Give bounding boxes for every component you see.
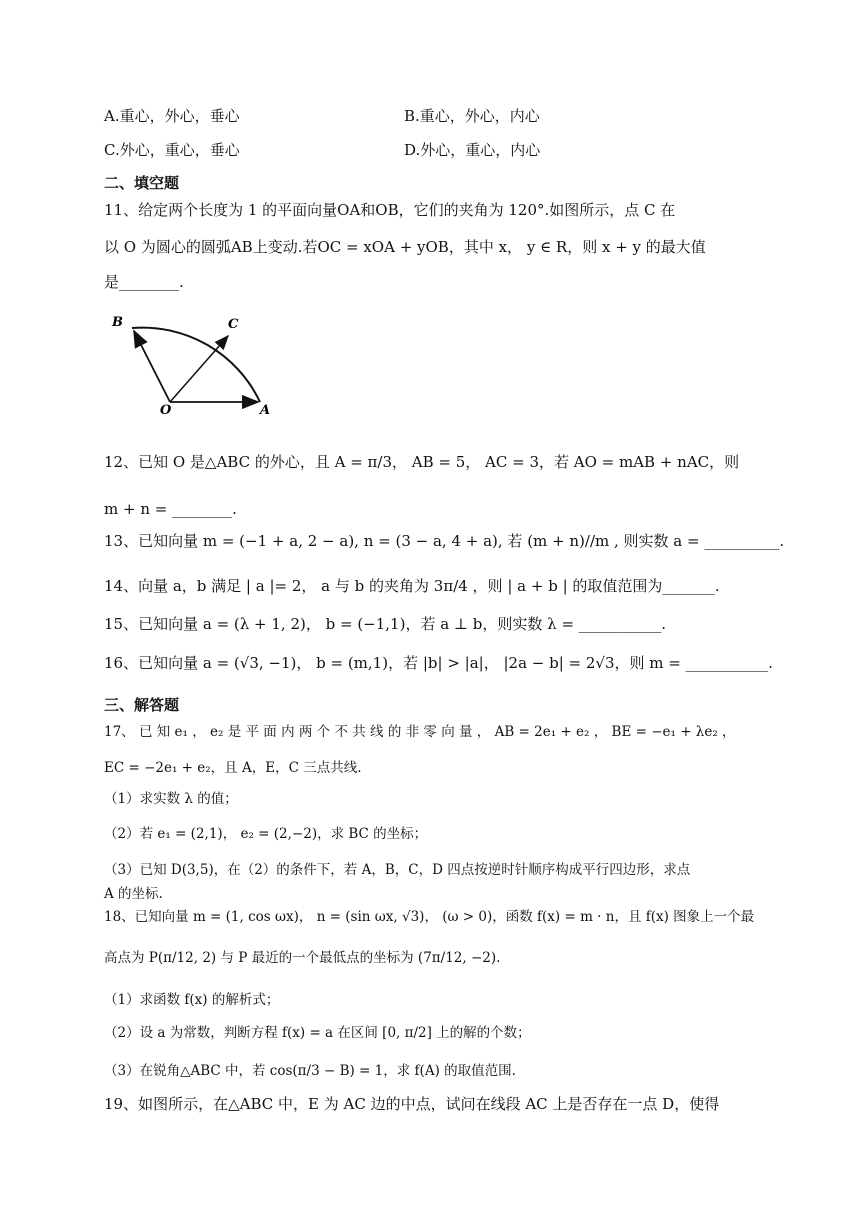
q11-line1: 11、给定两个长度为 1 的平面向量OA和OB，它们的夹角为 120°.如图所示，点 C 在 — [104, 201, 676, 219]
q14-line1: 14、向量 a，b 满足 | a |= 2， a 与 b 的夹角为 3π/4 ，则 | a + b | 的取值范围为_______. — [104, 577, 720, 595]
label-o: O — [160, 403, 172, 418]
q17-line2: EC = −2e₁ + e₂，且 A，E，C 三点共线. — [104, 760, 362, 776]
label-c: C — [228, 317, 239, 332]
option-a: A.重心，外心，垂心 — [104, 107, 240, 125]
q13-line1: 13、已知向量 m = (−1 + a, 2 − a), n = (3 − a, 4 + a), 若 (m + n)//m , 则实数 a = __________. — [104, 532, 785, 550]
option-c: C.外心，重心，垂心 — [104, 141, 240, 159]
q15-line1: 15、已知向量 a = (λ + 1, 2)， b = (−1,1)，若 a ⊥ b，则实数 λ = ___________. — [104, 615, 667, 633]
q18-line2: 高点为 P(π/12, 2) 与 P 最近的一个最低点的坐标为 (7π/12, −2). — [104, 950, 501, 966]
label-a: A — [260, 403, 271, 418]
option-d: D.外心，重心，内心 — [404, 141, 541, 159]
q12-line2: m + n = ________. — [104, 500, 237, 518]
q18-part3: （3）在锐角△ABC 中，若 cos(π/3 − B) = 1，求 f(A) 的取值范围. — [104, 1063, 516, 1079]
q17-part3b: A 的坐标. — [104, 886, 163, 902]
q16-line1: 16、已知向量 a = (√3, −1)， b = (m,1)，若 |b| > |a|， |2a − b| = 2√3，则 m = ___________. — [104, 654, 773, 672]
q12-line1: 12、已知 O 是△ABC 的外心，且 A = π/3， AB = 5， AC = 3，若 AO = mAB + nAC，则 — [104, 453, 740, 471]
q18-part1: （1）求函数 f(x) 的解析式； — [104, 992, 280, 1008]
q17-line1: 17、 已 知 e₁ ， e₂ 是 平 面 内 两 个 不 共 线 的 非 零 向 量 ， AB = 2e₁ + e₂ ， BE = −e₁ + λe₂ ， — [104, 724, 736, 740]
section-solution-title: 三、解答题 — [104, 696, 180, 714]
q17-part1: （1）求实数 λ 的值； — [104, 791, 238, 807]
q18-line1: 18、已知向量 m = (1, cos ωx)， n = (sin ωx, √3)， (ω > 0)，函数 f(x) = m · n，且 f(x) 图象上一个最 — [104, 909, 755, 925]
q17-part3a: （3）已知 D(3,5)，在（2）的条件下，若 A，B，C，D 四点按逆时针顺序构成平行四边形，求点 — [104, 862, 691, 878]
q11-line2: 以 O 为圆心的圆弧AB上变动.若OC = xOA + yOB，其中 x， y ∈ R，则 x + y 的最大值 — [104, 238, 706, 256]
vector-ob — [134, 331, 170, 402]
q19-line1: 19、如图所示，在△ABC 中，E 为 AC 边的中点，试问在线段 AC 上是否存在一点 D，使得 — [104, 1095, 720, 1113]
q17-part2: （2）若 e₁ = (2,1)， e₂ = (2,−2)，求 BC 的坐标； — [104, 826, 428, 842]
q18-part2: （2）设 a 为常数，判断方程 f(x) = a 在区间 [0, π/2] 上的解的个数； — [104, 1025, 531, 1041]
q11-line3: 是________. — [104, 273, 184, 291]
label-b: B — [112, 315, 123, 330]
q11-arc-figure — [104, 306, 284, 418]
section-fill-in-title: 二、填空题 — [104, 174, 180, 192]
option-b: B.重心，外心，内心 — [404, 107, 540, 125]
vector-oc — [170, 336, 228, 402]
